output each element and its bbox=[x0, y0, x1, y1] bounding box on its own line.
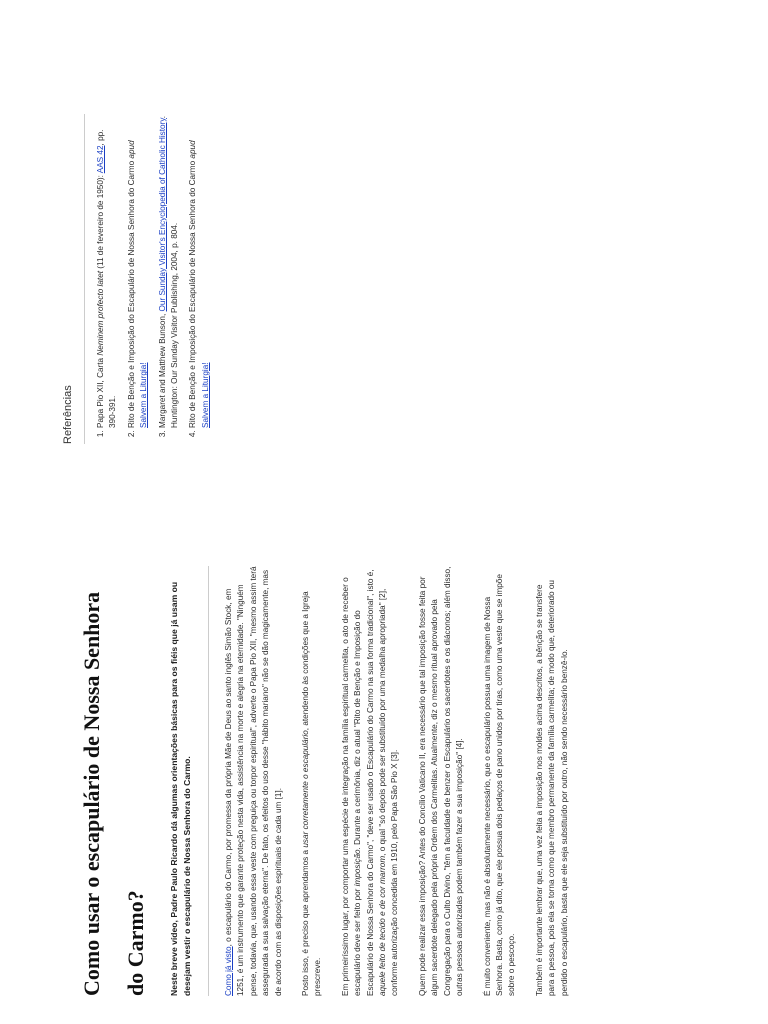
paragraph-5: É muito conveniente, mas não é absolutamente necessário, que o escapulário possua uma imagem de Nossa Senhora. Basta, como já dito, que ele possua dois pedaços de pano unidos por tiras, como uma veste que se impõe sobre o pescoço. bbox=[482, 574, 517, 996]
ref-emphasis: apud bbox=[188, 140, 198, 159]
ref-text: Papa Pio XII, Carta bbox=[96, 355, 105, 428]
ref-text: Margaret and Matthew Bunson, bbox=[157, 311, 167, 428]
ref-link-encyclopedia[interactable]: Our Sunday Visitor's Encyclopedia of Catholic History bbox=[157, 118, 167, 312]
paragraph-3 bbox=[340, 566, 402, 996]
reference-item bbox=[187, 114, 212, 428]
reference-item bbox=[157, 114, 182, 428]
article-title: Como usar o escapulário de Nossa Senhora do Carmo? bbox=[79, 591, 148, 996]
article-lead: Neste breve vídeo, Padre Paulo Ricardo dá algumas orientações básicas para os fiéis que já usam ou desejam vestir o escapulário de Nossa Senhora do Carmo. bbox=[169, 581, 192, 996]
ref-emphasis: apud bbox=[126, 140, 136, 159]
references-list bbox=[95, 114, 212, 444]
paragraph-3-text-b: . Durante a cerimônia, diz o atual "Rito de Benção e Imposição do Escapulário de Nossa Senhora do Carmo", "deve ser usado o Escapulário do Carmo na sua forma tradicional", isto é, bbox=[353, 569, 375, 996]
ref-text: Rito de Benção e Imposição do Escapulário de Nossa Senhora do Carmo bbox=[126, 158, 136, 428]
ref-text: Rito de Benção e Imposição do Escapulário de Nossa Senhora do Carmo bbox=[188, 158, 198, 428]
paragraph-2 bbox=[300, 566, 325, 996]
ref-link-aas42[interactable]: AAS 42 bbox=[96, 145, 105, 174]
ref-link-salvem-a-liturgia[interactable]: Salvem a Liturgia! bbox=[200, 362, 210, 428]
ref-emphasis: Neminem profecto latet bbox=[96, 270, 105, 356]
paragraph-3-text-c: , o qual "só depois pode ser substituído por uma medalha apropriada" [2], conforme autorização concedida em 1910, pelo Papa São Pio X [3]. bbox=[378, 588, 400, 996]
paragraph-6: Também é importante lembrar que, uma vez feita a imposição nos moldes acima descritos, a bênção se transfere para a pessoa, pois ela se torna como que membro permanente da família carmelita; de modo que, deteriorado ou perdido o escapulário, basta que ele seja substituído por outro, não sendo necessário benzê-lo. bbox=[534, 580, 569, 996]
ref-text: , pp. 390-391. bbox=[96, 129, 118, 428]
paragraph-3-emphasis-1: imposição bbox=[353, 849, 363, 887]
ref-text: (11 de fevereiro de 1950): bbox=[96, 173, 105, 271]
references-title: Referências bbox=[62, 385, 74, 444]
article-column bbox=[62, 566, 586, 996]
paragraph-2-text-a: Posto isso, é preciso que aprendamos a bbox=[301, 847, 311, 996]
ref-text: . Huntington: Our Sunday Visitor Publishing, 2004, p. 804. bbox=[157, 115, 180, 428]
references-divider bbox=[84, 114, 85, 444]
paragraph-1-text: , o escapulário do Carmo, por promessa da própria Mãe de Deus ao santo inglês Simão Stock, em 1251, é um instrumento que garante proteção nesta vida, assistência na morte e alegria na eternidade. "Ninguém pense, todavia, que, usando essa veste com preguiça ou torpor espiritual", adverte o Papa Pio XII, "mesmo assim terá assegurada a sua salvação eterna". De fato, os efeitos do uso desse "hábito mariano" não se dão magicamente, mas de acordo com as disposições espirituais de cada um [1]. bbox=[224, 566, 283, 996]
paragraph-4: Quem pode realizar essa imposição? Antes do Concílio Vaticano II, era necessário que tal imposição fosse feita por algum sacerdote delegado pela própria Ordem dos Carmelitas. Atualmente, diz o mesmo ritual aprovado pela Congregação para o Culto Divino, "têm a faculdade de benzer o Escapulário os sacerdotes e os diáconos; além disso, outras pessoas autorizadas podem também fazer a sua imposição" [4]. bbox=[417, 566, 465, 996]
references-column bbox=[62, 114, 218, 444]
paragraph-1 bbox=[223, 566, 285, 996]
link-como-ja-visto[interactable]: Como já visto bbox=[224, 946, 233, 996]
paragraph-3-text-a: Em primeiríssimo lugar, por comportar uma espécie de integração na família espiritual carmelita, o ato de receber o escapulário deve ser feito por bbox=[340, 577, 363, 996]
paragraph-3-emphasis-2: aquele feito de tecido e de cor marrom bbox=[378, 855, 388, 996]
ref-link-salvem-a-liturgia[interactable]: Salvem a Liturgia! bbox=[139, 362, 149, 428]
paragraph-2-text-b: , atendendo às condições que a Igreja prescreve. bbox=[301, 591, 323, 996]
reference-item bbox=[126, 114, 151, 428]
divider bbox=[208, 566, 209, 996]
reference-item bbox=[95, 114, 120, 428]
paragraph-2-emphasis: usar corretamente o escapulário bbox=[301, 730, 311, 848]
